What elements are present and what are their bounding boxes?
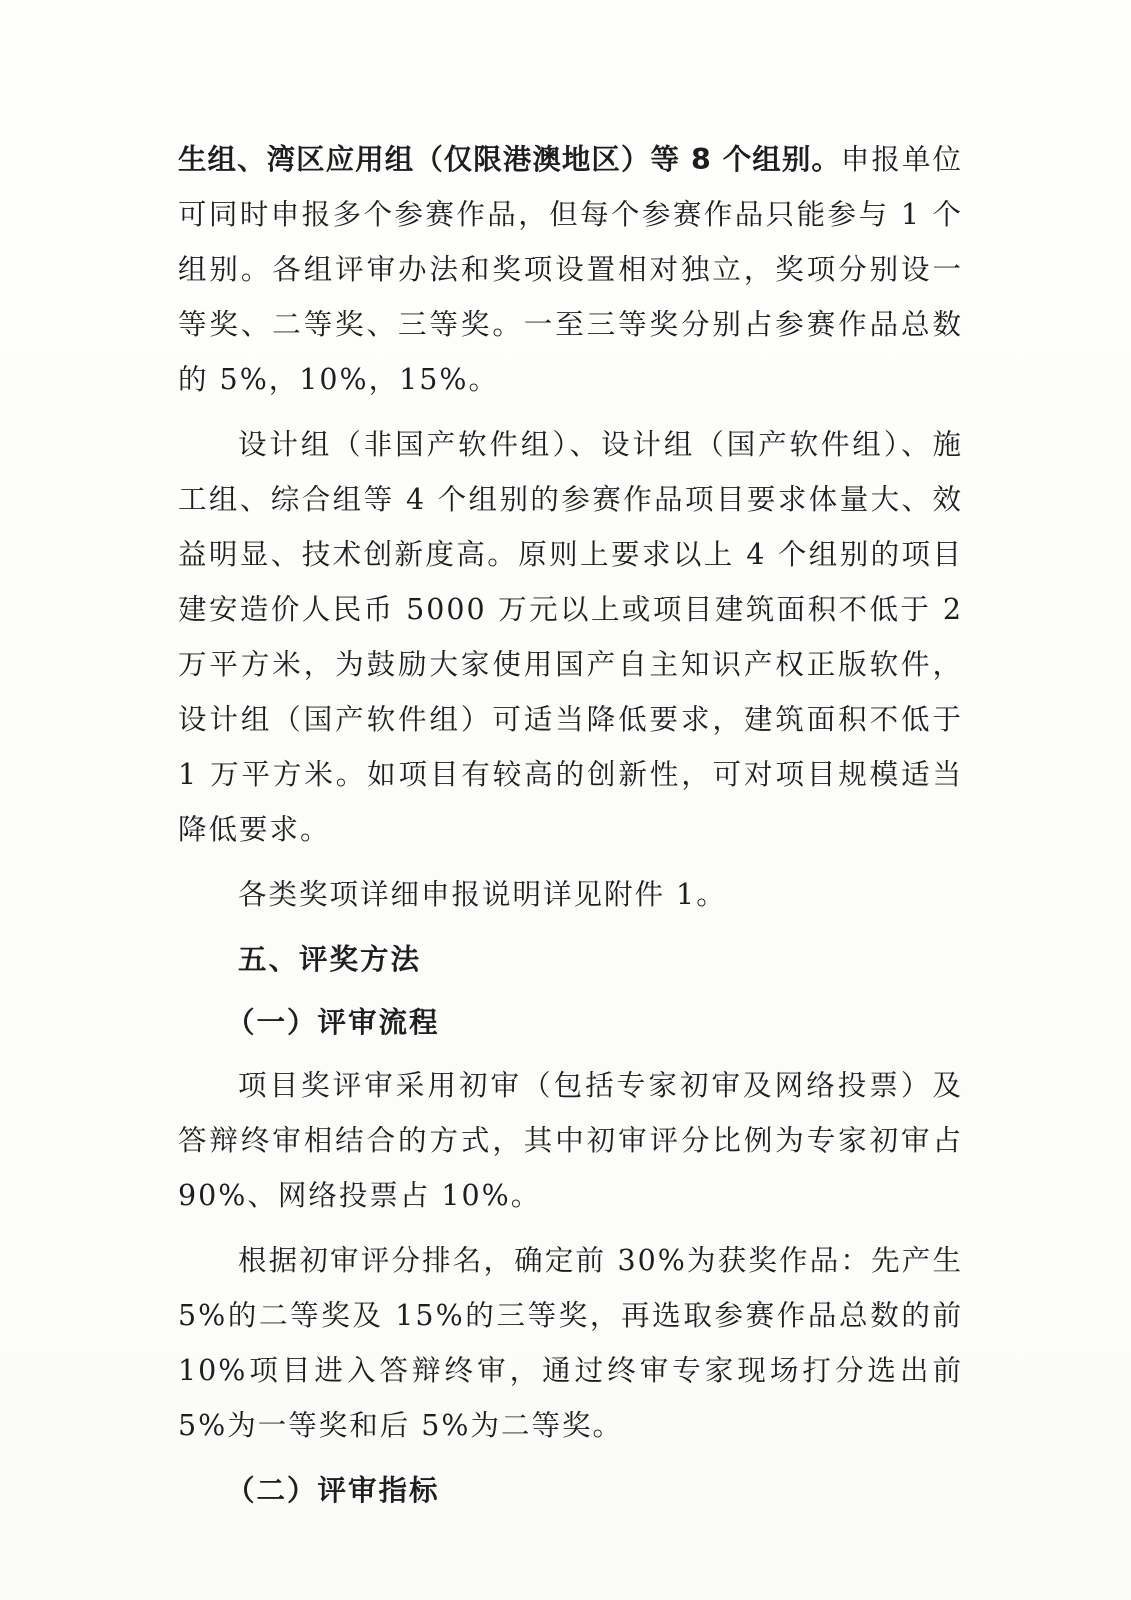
paragraph-award-groups xyxy=(178,132,963,407)
subheading-review-criteria: （二）评审指标 xyxy=(226,1474,440,1507)
paragraph-attachment-note: 各类奖项详细申报说明详见附件 1。 xyxy=(238,878,727,911)
subheading-review-process: （一）评审流程 xyxy=(226,1006,440,1039)
paragraph-review-process: 项目奖评审采用初审（包括专家初审及网络投票）及答辩终审相结合的方式，其中初审评分比例为专家初审占 90%、网络投票占 10%。 xyxy=(178,1069,963,1212)
document-body xyxy=(178,132,963,1526)
section-heading-evaluation-method: 五、评奖方法 xyxy=(238,943,422,976)
paragraph-award-groups-bold: 生组、湾区应用组（仅限港澳地区）等 8 个组别。 xyxy=(178,143,841,176)
paragraph-project-requirements: 设计组（非国产软件组）、设计组（国产软件组）、施工组、综合组等 4 个组别的参赛作品项目要求体量大、效益明显、技术创新度高。原则上要求以上 4 个组别的项目建安造价人民币 5000 万元以上或项目建筑面积不低于 2 万平方米，为鼓励大家使用国产自主知识产权正版软件，设计组（国产软件组）可适当降低要求，建筑面积不低于 1 万平方米。如项目有较高的创新性，可对项目规模适当降低要求。 xyxy=(178,428,963,846)
paragraph-award-groups-rest: 申报单位可同时申报多个参赛作品，但每个参赛作品只能参与 1 个组别。各组评审办法和奖项设置相对独立，奖项分别设一等奖、二等奖、三等奖。一至三等奖分别占参赛作品总数的 5%，10%，15%。 xyxy=(178,143,963,396)
paragraph-ranking-rules: 根据初审评分排名，确定前 30%为获奖作品：先产生 5%的二等奖及 15%的三等奖，再选取参赛作品总数的前 10%项目进入答辩终审，通过终审专家现场打分选出前 5%为一等奖和后 5%为二等奖。 xyxy=(178,1244,963,1442)
